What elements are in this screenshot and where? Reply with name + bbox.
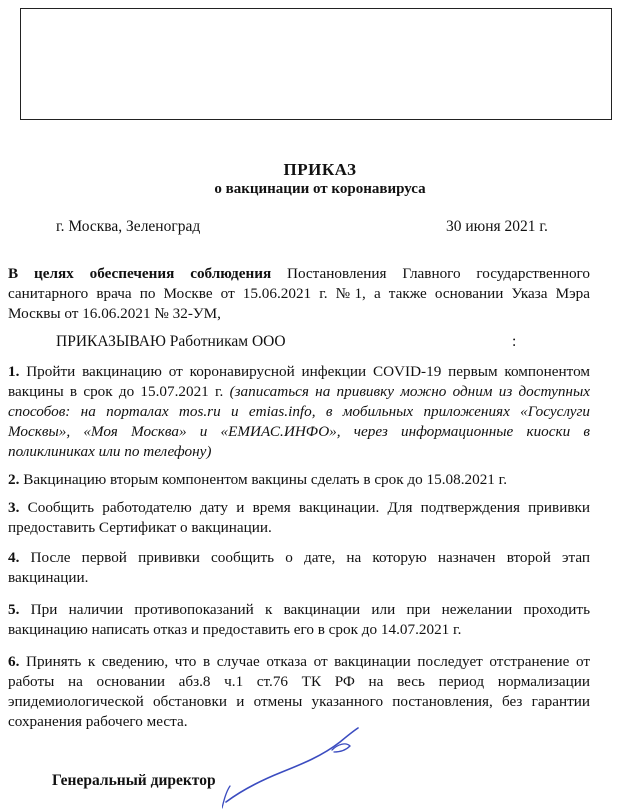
item-text: После первой прививки сообщить о дате, на которую назначен второй этап вакцинации. (8, 549, 590, 586)
document-subtitle: о вакцинации от коронавируса (214, 181, 426, 197)
item-number: 5. (8, 601, 20, 618)
item-number: 3. (8, 499, 20, 516)
item-number: 4. (8, 549, 20, 566)
signature-title: Генеральный директор (52, 772, 216, 789)
item-text: Сообщить работодателю дату и время вакцинации. Для подтверждения прививки предоставить Сертификат о вакцинации. (8, 499, 590, 536)
letterhead-box (20, 8, 612, 120)
item-number: 6. (8, 653, 20, 670)
list-item (8, 600, 590, 640)
document-date: 30 июня 2021 г. (446, 218, 548, 235)
city: г. Москва, Зеленоград (56, 218, 201, 235)
item-number: 1. (8, 363, 20, 380)
item-note: (записаться на прививку можно одним из доступных способов: на порталах mos.ru и emias.info, в мобильных приложениях «Госуслуги Москвы», «Моя Москва» и «ЕМИАС.ИНФО», через информационные киоски в поликлиниках или по телефону) (8, 383, 590, 460)
item-text: Принять к сведению, что в случае отказа от вакцинации последует отстранение от работы на основании абз.8 ч.1 ст.76 ТК РФ на весь период нормализации эпидемиологической обстановки и отмены указанного постановления, без гарантии сохранения рабочего места. (8, 653, 590, 730)
item-text: Пройти вакцинацию от коронавирусной инфекции COVID-19 первым компонентом вакцины в срок до 15.07.2021 г. (8, 363, 590, 400)
list-item (8, 362, 590, 462)
handwritten-signature (222, 720, 372, 809)
item-text: При наличии противопоказаний к вакцинации или при нежелании проходить вакцинацию написать отказ и предоставить его в срок до 14.07.2021 г. (8, 601, 590, 638)
list-item (8, 470, 590, 490)
list-item (8, 548, 590, 588)
intro-bold: В целях обеспечения соблюдения (8, 265, 272, 282)
item-number: 2. (8, 471, 20, 488)
item-text: Вакцинацию вторым компонентом вакцины сделать в срок до 15.08.2021 г. (19, 471, 507, 488)
order-colon: : (512, 333, 517, 350)
list-item (8, 498, 590, 538)
document-title: ПРИКАЗ (283, 160, 357, 179)
intro-text: Постановления Главного государственного санитарного врача по Москве от 15.06.2021 г. №1, а также основании Указа Мэра Москвы от 16.06.2021 № 32-УМ, (8, 265, 590, 322)
intro-paragraph (8, 264, 590, 324)
order-line: ПРИКАЗЫВАЮ Работникам ООО (56, 333, 286, 350)
